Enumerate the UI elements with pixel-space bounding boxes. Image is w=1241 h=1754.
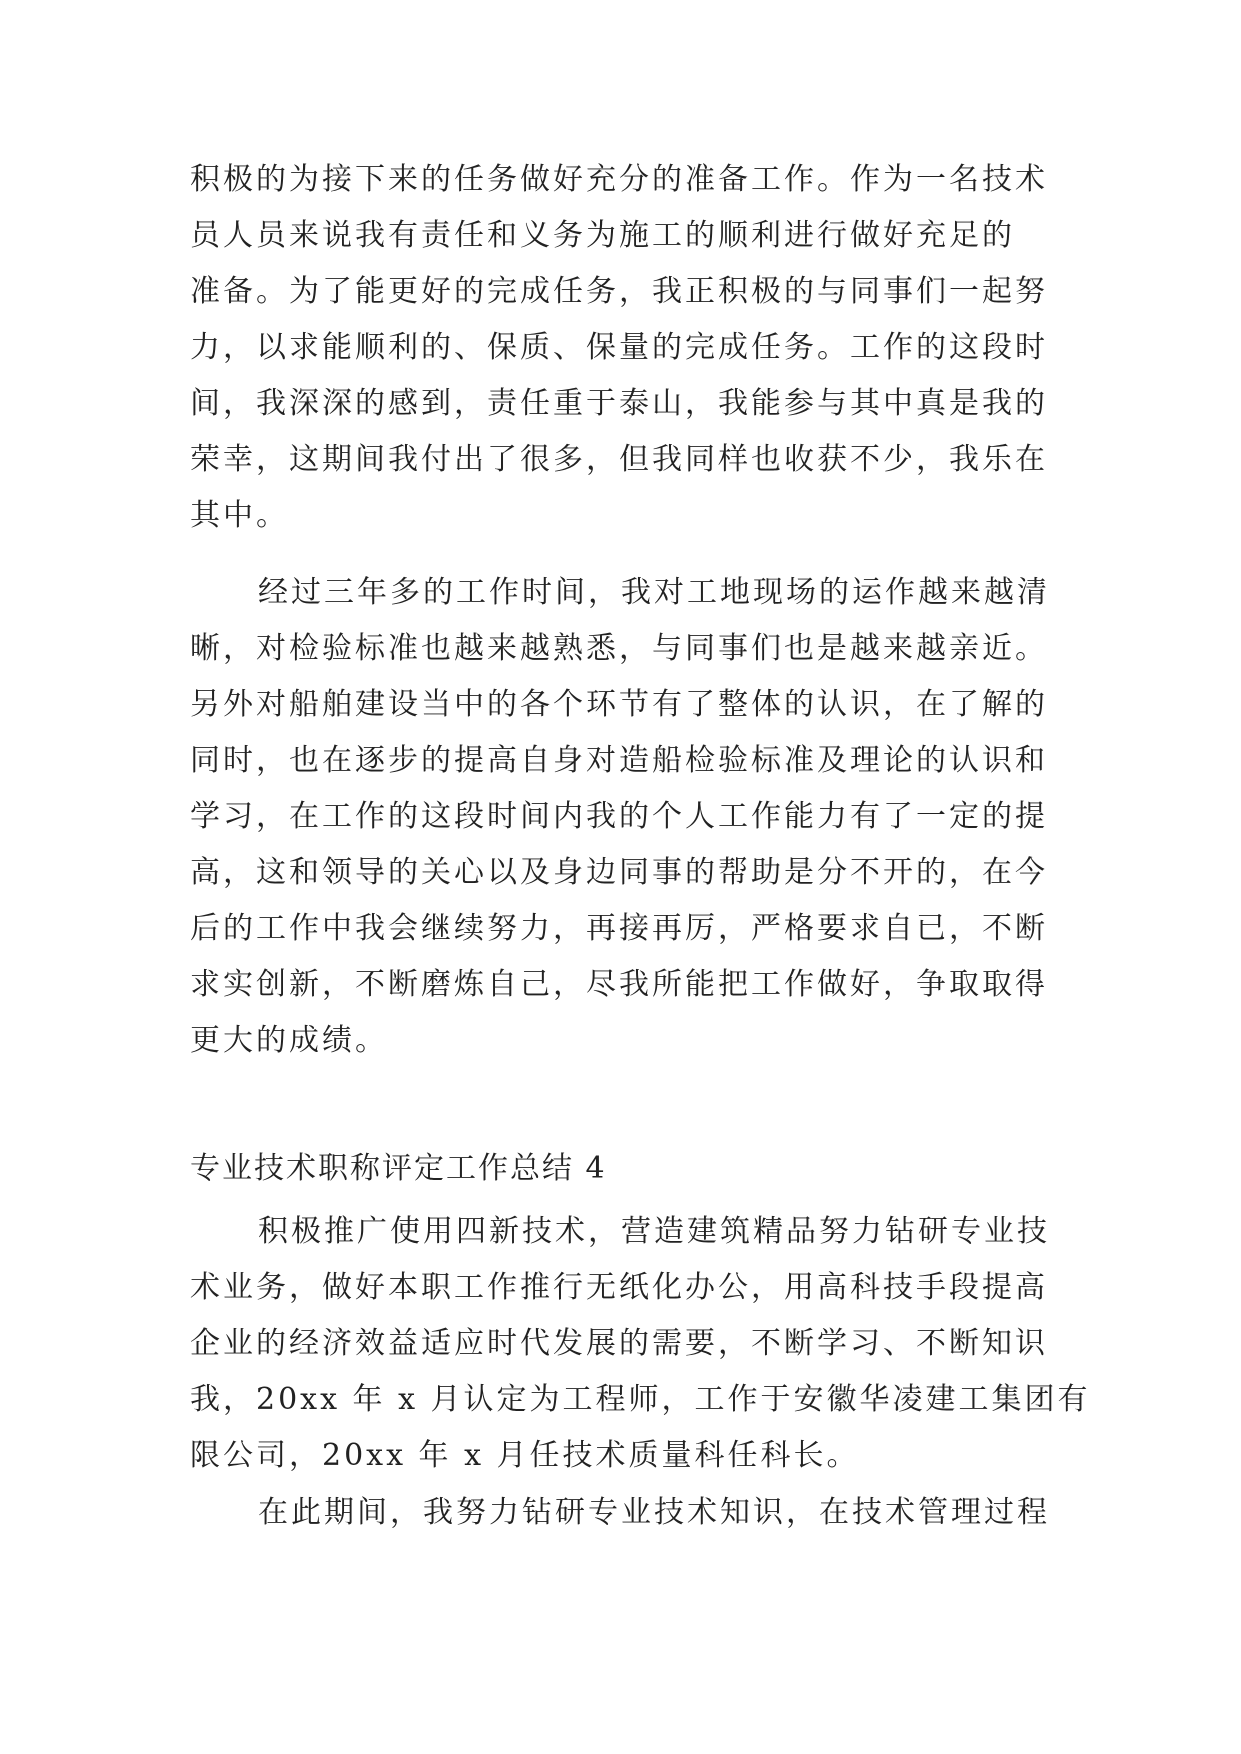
paragraph-line: 积极的为接下来的任务做好充分的准备工作。作为一名技术 [190, 162, 1048, 197]
paragraph-line: 同时，也在逐步的提高自身对造船检验标准及理论的认识和 [190, 743, 1048, 778]
paragraph-line: 员人员来说我有责任和义务为施工的顺利进行做好充足的 [190, 218, 1015, 253]
paragraph-line: 求实创新，不断磨炼自己，尽我所能把工作做好，争取取得 [190, 967, 1048, 1002]
paragraph-line: 其中。 [190, 498, 289, 533]
paragraph-line: 积极推广使用四新技术，营造建筑精品努力钻研专业技 [258, 1214, 1050, 1249]
paragraph-line: 晰，对检验标准也越来越熟悉，与同事们也是越来越亲近。 [190, 631, 1048, 666]
paragraph-line: 企业的经济效益适应时代发展的需要，不断学习、不断知识 [190, 1326, 1048, 1361]
paragraph-line: 荣幸，这期间我付出了很多，但我同样也收获不少，我乐在 [190, 442, 1048, 477]
paragraph-line: 间，我深深的感到，责任重于泰山，我能参与其中真是我的 [190, 386, 1048, 421]
paragraph-line: 经过三年多的工作时间，我对工地现场的运作越来越清 [258, 575, 1050, 610]
paragraph-line: 力，以求能顺利的、保质、保量的完成任务。工作的这段时 [190, 330, 1048, 365]
paragraph-line: 高，这和领导的关心以及身边同事的帮助是分不开的，在今 [190, 855, 1048, 890]
paragraph-line: 学习，在工作的这段时间内我的个人工作能力有了一定的提 [190, 799, 1048, 834]
paragraph-line: 另外对船舶建设当中的各个环节有了整体的认识，在了解的 [190, 687, 1048, 722]
paragraph-line: 准备。为了能更好的完成任务，我正积极的与同事们一起努 [190, 274, 1048, 309]
paragraph-line: 后的工作中我会继续努力，再接再厉，严格要求自已，不断 [190, 911, 1048, 946]
paragraph-line: 术业务，做好本职工作推行无纸化办公，用高科技手段提高 [190, 1270, 1048, 1305]
paragraph-line: 更大的成绩。 [190, 1023, 388, 1058]
paragraph-line: 我，20xx 年 x 月认定为工程师，工作于安徽华凌建工集团有 [190, 1382, 1091, 1417]
paragraph-line: 在此期间，我努力钻研专业技术知识，在技术管理过程 [258, 1495, 1050, 1530]
paragraph-line: 限公司，20xx 年 x 月任技术质量科任科长。 [190, 1438, 860, 1473]
section-title: 专业技术职称评定工作总结 4 [190, 1151, 607, 1186]
